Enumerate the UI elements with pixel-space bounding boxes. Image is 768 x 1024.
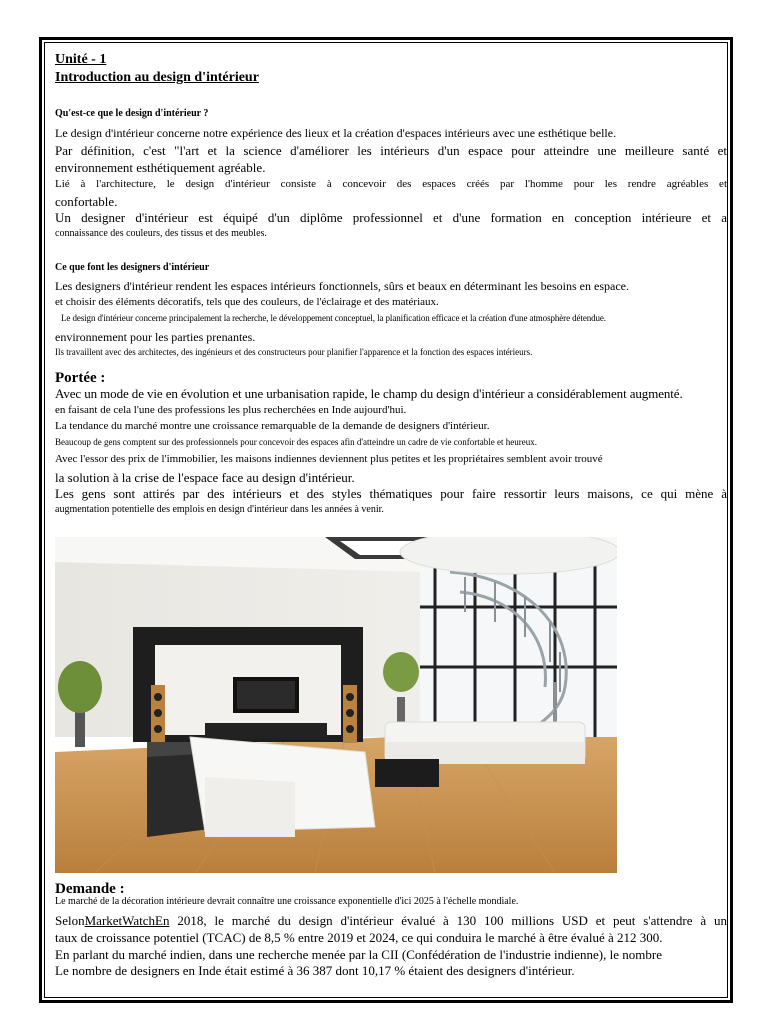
paragraph-line: La tendance du marché montre une croissance remarquable de la demande de designers d'intérieur. [55, 420, 490, 432]
paragraph-line: Avec un mode de vie en évolution et une urbanisation rapide, le champ du design d'intérieur a considérablement augmenté. [55, 386, 683, 401]
section-heading-what: Qu'est-ce que le design d'intérieur ? [55, 108, 209, 119]
paragraph-line: environnement esthétiquement agréable. [55, 160, 266, 175]
paragraph-line: Un designer d'intérieur est équipé d'un diplôme professionnel et d'une formation en conception intérieure et a [55, 210, 727, 225]
paragraph-line: confortable. [55, 194, 118, 209]
source-rest: 2018, le marché du design d'intérieur évalué à 130 100 millions USD et peut s'attendre à un [169, 913, 727, 928]
paragraph-line [55, 914, 727, 927]
source-suffix: En [155, 913, 170, 928]
section-heading-scope: Portée : [55, 370, 106, 386]
paragraph-line: Avec l'essor des prix de l'immobilier, les maisons indiennes deviennent plus petites et les propriétaires semblent avoir trouvé [55, 453, 603, 465]
interior-living-room-photo [55, 537, 617, 873]
paragraph-line: Les gens sont attirés par des intérieurs et des styles thématiques pour faire ressortir leurs maisons, ce qui mène à [55, 486, 727, 501]
paragraph-line: connaissance des couleurs, des tissus et des meubles. [55, 228, 267, 239]
section-heading-designers: Ce que font les designers d'intérieur [55, 262, 210, 273]
paragraph-line: Le nombre de designers en Inde était estimé à 36 387 dont 10,17 % étaient des designers d'intérieur. [55, 963, 575, 978]
section-heading-demand: Demande : [55, 881, 125, 897]
page-title: Introduction au design d'intérieur [55, 70, 259, 85]
source-prefix: Selon [55, 913, 85, 928]
paragraph-line: Ils travaillent avec des architectes, des ingénieurs et des constructeurs pour planifier l'apparence et la fonction des espaces intérieurs. [55, 347, 533, 357]
paragraph-line: taux de croissance potentiel (TCAC) de 8,5 % entre 2019 et 2024, ce qui conduira le marché à être évalué à 212 300. [55, 930, 663, 945]
unit-label: Unité - 1 [55, 52, 107, 67]
paragraph-line: Les designers d'intérieur rendent les espaces intérieurs fonctionnels, sûrs et beaux en déterminant les besoins en espace. [55, 279, 629, 293]
paragraph-line: augmentation potentielle des emplois en design d'intérieur dans les années à venir. [55, 504, 384, 515]
interior-illustration [55, 537, 617, 873]
paragraph-line: et choisir des éléments décoratifs, tels que des couleurs, de l'éclairage et des matériaux. [55, 296, 439, 308]
paragraph-line: Le marché de la décoration intérieure devrait connaître une croissance exponentielle d'ici 2025 à l'échelle mondiale. [55, 896, 519, 907]
paragraph-line: environnement pour les parties prenantes. [55, 330, 256, 344]
paragraph-line: la solution à la crise de l'espace face au design d'intérieur. [55, 470, 355, 485]
paragraph-line: Lié à l'architecture, le design d'intérieur consiste à concevoir des espaces créés par l'homme pour les rendre agréables et [55, 178, 727, 190]
paragraph-line: Le design d'intérieur concerne notre expérience des lieux et la création d'espaces intérieurs avec une esthétique belle. [55, 126, 617, 140]
source-marketwatch: MarketWatch [84, 913, 156, 928]
paragraph-line: Beaucoup de gens comptent sur des professionnels pour concevoir des espaces afin d'atteindre un cadre de vie confortable et heureux. [55, 437, 537, 447]
paragraph-line: Par définition, c'est "l'art et la science d'améliorer les intérieurs d'un espace pour atteindre une meilleure santé et [55, 143, 727, 158]
paragraph-line: en faisant de cela l'une des professions les plus recherchées en Inde aujourd'hui. [55, 404, 407, 416]
paragraph-line: En parlant du marché indien, dans une recherche menée par la CII (Confédération de l'industrie indienne), le nombre [55, 947, 662, 962]
paragraph-line: Le design d'intérieur concerne principalement la recherche, le développement conceptuel, la planification efficace et la création d'une atmosphère détendue. [61, 313, 606, 323]
